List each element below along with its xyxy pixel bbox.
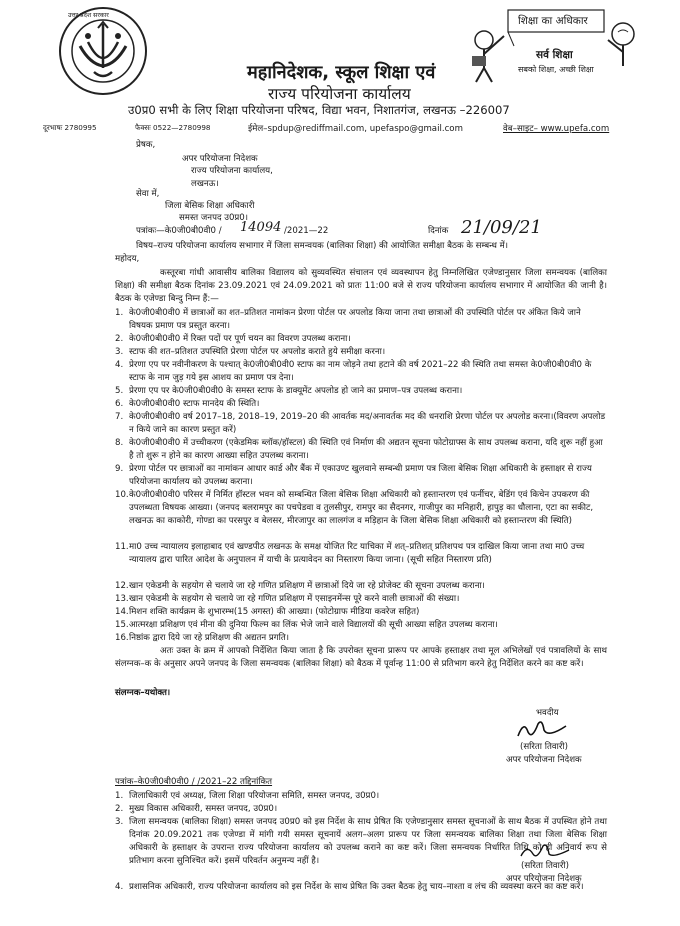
fax-number: फैक्सः 0522—2780998	[135, 123, 211, 132]
list-item: 16. निष्ठांक द्वारा दिये जा रहे प्रशिक्षण की अद्यतन प्रगति।	[115, 633, 290, 643]
subject-line: विषय–राज्य परियोजना कार्यालय सभागार में जिला समन्वयक (बालिका शिक्षा) की आयोजित समीक्षा बैठक के सम्बन्ध में।	[136, 241, 508, 251]
list-item: 4. प्रशासनिक अधिकारी, राज्य परियोजना कार्यालय को इस निर्देश के साथ प्रेषित कि उक्त बैठक हेतु चाय–नाश्ता व लंच की व्यवस्था करने का कष्ट करें।	[115, 882, 584, 892]
list-item: 13. खान एकेडमी के सहयोग से चलाये जा रहे गणित प्रशिक्षण में एसाइनमेंन्स पूरे करने वाली छात्राओं की संख्या।	[115, 594, 460, 604]
date-value: 21/09/21	[461, 217, 542, 238]
signature-1	[514, 718, 574, 742]
list-item: 10. के0जी0बी0वी0 परिसर में निर्मित हॉस्टल भवन को सम्बन्धित जिला बेसिक शिक्षा अधिकारी को हस्तान्तरण एवं फर्नीचर, बेडिंग एवं किचेन उपकरण की उपलब्धता विषयक आख्या। (जनपद बलरामपुर का पचपेडवा व तुलसीपुर, रामपुर का सैदनगर, गाजीपुर का मनिहारी, हापुड़ का धौलाना, एटा का सकीट, लखनऊ का काकोरी, गोण्डा का परसपुर व बेलसर, मीरजापुर का लालगंज व मड़िहान के जिला बेसिक शिक्षा अधिकारी को हस्तान्तरण की स्थिति)	[115, 490, 594, 526]
list-item: 3. स्टाफ की शत–प्रतिशत उपस्थिति प्रेरणा पोर्टल पर अपलोड कराते हुये समीक्षा करना।	[115, 347, 386, 357]
sender-line-2: राज्य परियोजना कार्यालय,	[191, 166, 273, 176]
up-government-emblem	[58, 6, 148, 96]
org-title: महानिदेशक, स्कूल शिक्षा एवं	[247, 62, 436, 83]
signer-title-2: अपर परियोजना निदेशक	[506, 874, 582, 884]
list-item: 14. मिशन शक्ति कार्यक्रम के शुभारम्भ(15 अगस्त) की आख्या। (फोटोग्राफ मीडिया कवरेज सहित)	[115, 607, 420, 617]
sarva-shiksha-brand: सर्व शिक्षा	[536, 49, 573, 61]
to-label: सेवा में,	[136, 189, 160, 199]
org-address: उ0प्र0 सभी के लिए शिक्षा परियोजना परिषद, विद्या भवन, निशातगंज, लखनऊ –226007	[128, 103, 510, 117]
list-item: 11. मा0 उच्च न्यायालय इलाहाबाद एवं खण्डपीठ लखनऊ के समक्ष योजित रिट याचिका में शत्–प्रतिशत् प्रतिशपथ पत्र दाखिल किया जाना तथा मा0 उच्च न्यायालय द्वारा पारित आदेश के अनुपालन में याची के प्रत्यावेदन का निस्तारण किया जाना। (सूची सहित निस्तारण प्रति)	[115, 542, 585, 565]
date-label: दिनांक	[428, 226, 449, 236]
list-item: 1. के0जी0बी0वी0 में छात्राओं का शत–प्रतिशत नामांकन प्रेरणा पोर्टल पर अपलोड किया जाना तथा छात्राओं की उपस्थिति पोर्टल पर अंकित किये जाने विषयक प्रमाण पत्र प्रस्तुत करना।	[115, 308, 581, 331]
list-item: 12. खान एकेडमी के सहयोग से चलाये जा रहे गणित प्रशिक्षण में छात्राओं दिये जा रहे प्रोजेक्ट की सूचना उपलब्ध कराना।	[115, 581, 485, 591]
sender-label: प्रेषक,	[136, 140, 156, 150]
salutation: महोदय,	[115, 254, 140, 264]
to-line-2: समस्त जनपद उ0प्र0।	[179, 213, 249, 223]
signer-name-2: (सरिता तिवारी)	[521, 861, 569, 871]
sarva-shiksha-tagline: सबको शिक्षा, अच्छी शिक्षा	[518, 65, 594, 74]
copy-reference: पत्रांक–के0जी0बी0वी0 / /2021–22 तद्दिनांकित	[115, 777, 273, 787]
phone-number: दूरभाषः 2780995	[43, 123, 97, 132]
emblem-text: उत्तर प्रदेश सरकार	[68, 12, 109, 19]
sender-line-1: अपर परियोजना निदेशक	[182, 154, 258, 164]
intro-paragraph: कस्तूरबा गांधी आवासीय बालिका विद्यालय को सुव्यवस्थित संचालन एवं व्यवस्थापन हेतु निम्नलिखित एजेण्डानुसार जिला समन्वयक (बालिका शिक्षा) की समीक्षा बैठक दिनांक 23.09.2021 एवं 24.09.2021 को प्रातः 11:00 बजे से राज्य परियोजना कार्यालय सभागार में आयोजित की जानी है। बैठक के एजेण्डा बिन्दु निम्न हैं:—	[115, 268, 607, 304]
signer-name-1: (सरिता तिवारी)	[520, 742, 568, 752]
yours-faithfully: भवदीय	[536, 708, 559, 718]
list-item: 5. प्रेरणा एप पर के0जी0बी0वी0 के समस्त स्टाफ के डाक्यूमेंट अपलोड हो जाने का प्रमाण–पत्र उपलब्ध कराना।	[115, 386, 463, 396]
rte-sign-text: शिक्षा का अधिकार	[518, 15, 588, 27]
list-item: 3. जिला समन्वयक (बालिका शिक्षा) समस्त जनपद उ0प्र0 को इस निर्देश के साथ प्रेषित कि एजेण्डानुसार समस्त सूचनाओं के साथ बैठक में उपस्थित होने तथा दिनांक 20.09.2021 तक एजेण्डा में मांगी गयी समस्त सूचनायें अलग–अलग प्रारूप पर जिला समन्वयक बालिका शिक्षा तथा जिला बेसिक शिक्षा अधिकारी के हस्ताक्षर के उपरान्त राज्य परियोजना कार्यालय को उपलब्ध कराने का कष्ट करें। जिला समन्वयक निर्धारित तिथि को ही अनिवार्य रूप से प्रतिभाग करना सुनिश्चित करें। इसमें परिवर्तन अनुमन्य नहीं है।	[115, 817, 607, 866]
letterhead	[0, 0, 680, 135]
to-line-1: जिला बेसिक शिक्षा अधिकारी	[165, 201, 255, 211]
signer-title-1: अपर परियोजना निदेशक	[506, 755, 582, 765]
list-item: 8. के0जी0बी0वी0 में उच्चीकरण (एकेडमिक ब्लॉक/हॉस्टल) की स्थिति एवं निर्माण की अद्यतन सूचना फोटोग्राफ्स के साथ उपलब्ध कराना, यदि शुरू नहीं हुआ है तो शुरू न होने का कारण आख्या सहित उपलब्ध कराना।	[115, 438, 603, 461]
reference-year: /2021—22	[284, 226, 329, 236]
rte-logo	[468, 6, 648, 86]
list-item: 15. आत्मरक्षा प्रशिक्षण एवं मीना की दुनिया फिल्म का लिंक भेजे जाने वाले विद्यालयों की सूची आख्या सहित उपलब्ध कराना।	[115, 620, 498, 630]
list-item: 6. के0जी0बी0वी0 स्टाफ मानदेय की स्थिति।	[115, 399, 260, 409]
list-item: 1. जिलाधिकारी एवं अध्यक्ष, जिला शिक्षा परियोजना समिति, समस्त जनपद, उ0प्र0।	[115, 791, 380, 801]
sender-line-3: लखनऊ।	[191, 179, 219, 189]
closing-paragraph: अतः उक्त के क्रम में आपको निर्देशित किया जाता है कि उपरोक्त सूचना प्रारूप पर आपके हस्ताक्षर तथा मूल अभिलेखों एवं पत्रावलियों के साथ संलग्नक–क के अनुसार अपने जनपद के जिला समन्वयक (बालिका शिक्षा) को बैठक में पूर्वान्ह 11:00 से प्रतिभाग करने हेतु निर्देशित करने का कष्ट करें।	[115, 646, 607, 669]
reference-prefix: पत्रांकः—के0जी0बी0वी0 /	[136, 226, 222, 236]
list-item: 7. के0जी0बी0वी0 वर्ष 2017–18, 2018–19, 2019–20 की आवर्तक मद/अनावर्तक मद की धनराशि प्रेरणा पोर्टल पर अपलोड करना।(विवरण अपलोड न किये जाने का कारण प्रस्तुत करें)	[115, 412, 606, 435]
list-item: 2. के0जी0बी0वी0 में रिक्त पदों पर पूर्ण चयन का विवरण उपलब्ध कराना।	[115, 334, 351, 344]
website-link[interactable]: वेब–साइट– www.upefa.com	[503, 124, 610, 134]
list-item: 4. प्रेरणा एप पर नवीनीकरण के पश्चात् के0जी0बी0वी0 स्टाफ का नाम जोड़ने तथा हटाने की वर्ष 2021–22 की स्थिति तथा समस्त के0जी0बी0वी0 के स्टाफ के नाम जुड़ गये इस आशय का प्रमाण पत्र देना।	[115, 360, 592, 383]
reference-number: 14094	[240, 220, 282, 235]
list-item: 9. प्रेरणा पोर्टल पर छात्राओं का नामांकन आधार कार्ड और बैंक में एकाउण्ट खुलवाने सम्बन्धी प्रमाण पत्र जिला बेसिक शिक्षा अधिकारी के हस्ताक्षर से राज्य परियोजना कार्यालय को उपलब्ध कराना।	[115, 464, 592, 487]
org-subtitle: राज्य परियोजना कार्यालय	[268, 85, 411, 103]
email-addresses: ईमेल–spdup@rediffmail.com, upefaspo@gmail.com	[248, 124, 463, 134]
list-item: 2. मुख्य विकास अधिकारी, समस्त जनपद, उ0प्र0।	[115, 804, 278, 814]
enclosure-note: संलग्नक–यथोक्त।	[115, 688, 171, 698]
